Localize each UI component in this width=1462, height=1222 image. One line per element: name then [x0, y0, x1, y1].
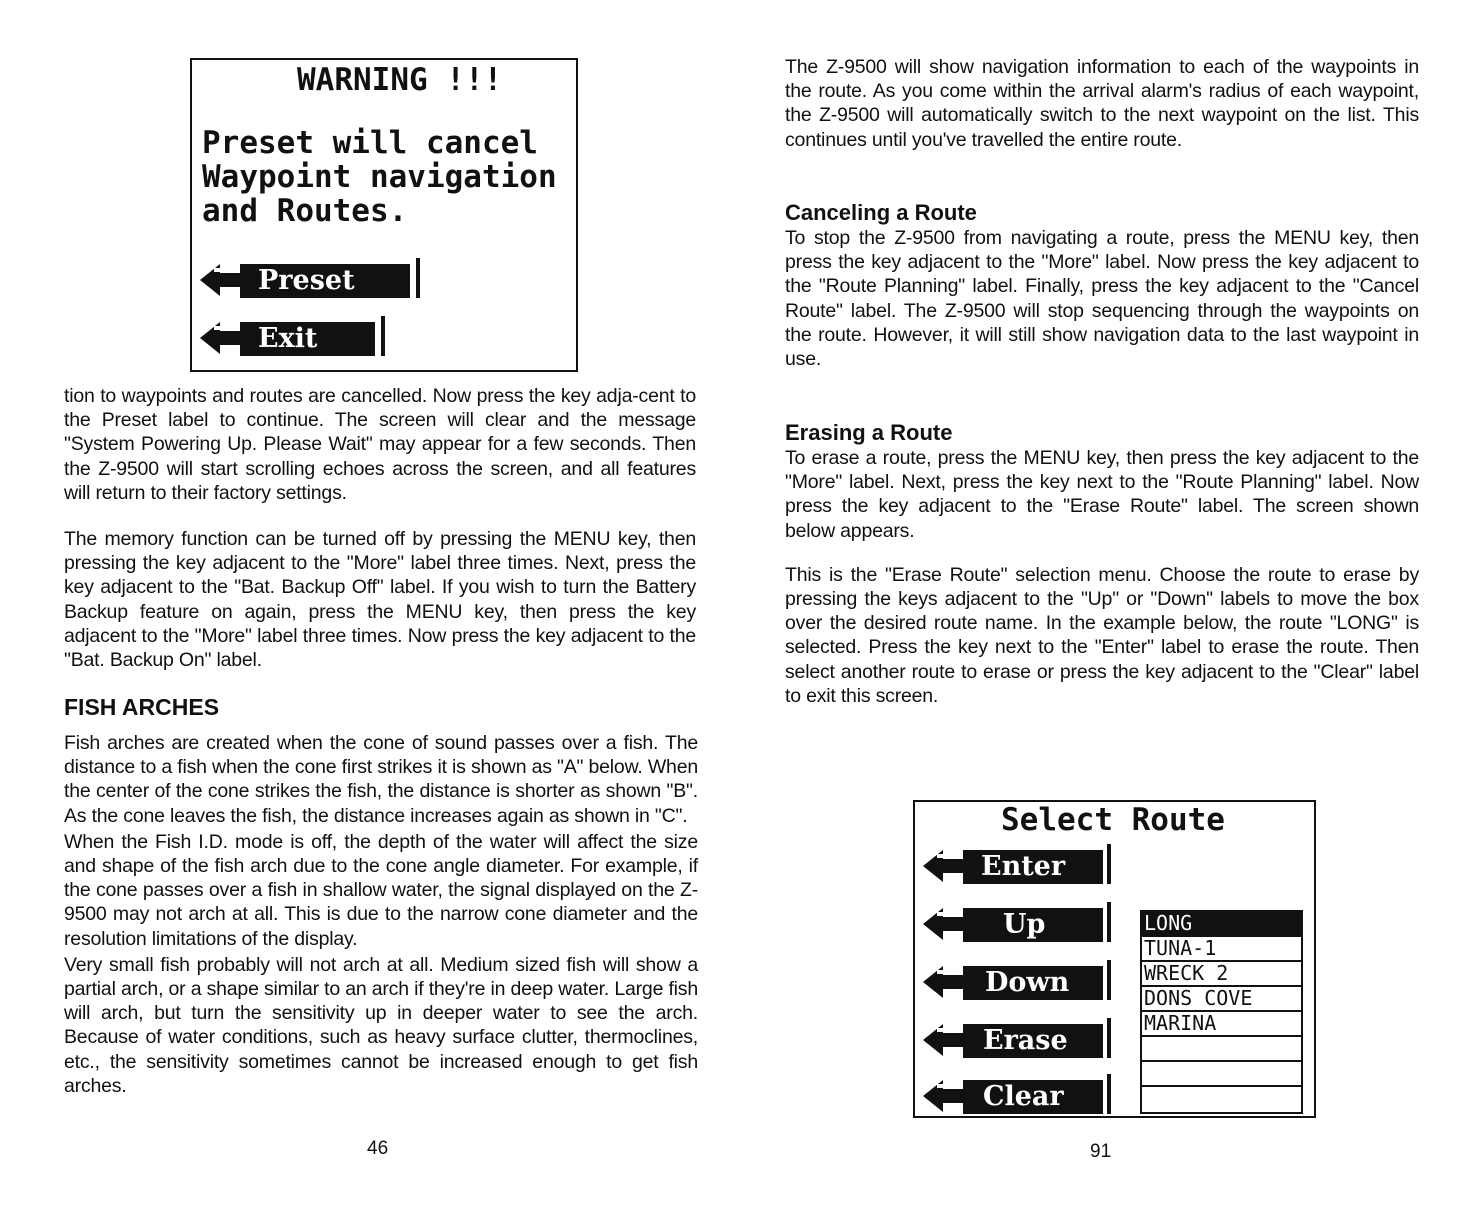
- paragraph: To erase a route, press the MENU key, then press the key adjacent to the "More" label. Next, press the key next to the "Route Planning" label. Now press the key adjacent to the "Erase Route" label. The screen shown below appears.: [785, 447, 1419, 542]
- warning-title: WARNING !!!: [297, 62, 503, 98]
- erase-softkey[interactable]: [923, 1018, 1113, 1058]
- clear-label: Clear: [963, 1080, 1103, 1114]
- up-label: Up: [963, 908, 1103, 942]
- fish-arches-heading: FISH ARCHES: [64, 694, 220, 720]
- warning-message-line-3: and Routes.: [202, 193, 408, 229]
- preset-label: Preset: [240, 264, 410, 298]
- paragraph: The memory function can be turned off by pressing the MENU key, then pressing the key adjacent to the "More" label three times. Next, press the key adjacent to the "Bat. Backup Off" label. If you wish to turn the Battery Backup feature on again, press the MENU key, then press the key adjacent to the "More" label three times. Now press the key adjacent to the "Bat. Backup On" label.: [64, 528, 696, 672]
- enter-label: Enter: [963, 850, 1103, 884]
- route-row[interactable]: TUNA-1: [1142, 937, 1301, 962]
- exit-softkey[interactable]: [200, 316, 388, 356]
- fish-arches-text: [64, 731, 698, 1098]
- paragraph: This is the "Erase Route" selection menu. Choose the route to erase by pressing the keys adjacent to the "Up" or "Down" labels to move the box over the desired route name. In the example below, the route "LONG" is selected. Press the key next to the "Enter" label to erase the route. Then select another route to erase or press the key adjacent to the "Clear" label to exit this screen.: [785, 563, 1419, 707]
- route-row[interactable]: WRECK 2: [1142, 962, 1301, 987]
- clear-softkey[interactable]: [923, 1074, 1113, 1114]
- down-softkey[interactable]: [923, 960, 1113, 1000]
- paragraph: tion to waypoints and routes are cancelled. Now press the key adja-cent to the Preset label to continue. The screen will clear and the message "System Powering Up. Please Wait" may appear for a few seconds. Then the Z-9500 will start scrolling echoes across the screen, and all features will return to their factory settings.: [64, 385, 696, 504]
- enter-softkey[interactable]: [923, 844, 1113, 884]
- preset-softkey[interactable]: [200, 258, 422, 298]
- erasing-route-text: [785, 446, 1419, 708]
- warning-message-line-2: Waypoint navigation: [202, 159, 557, 195]
- paragraph: When the Fish I.D. mode is off, the depth of the water will affect the size and shape of the fish arch due to the cone angle diameter. For example, if the cone passes over a fish in shallow water, the signal displayed on the Z-9500 may not arch at all. This is due to the narrow cone diameter and the resolution limitations of the display.: [64, 830, 698, 950]
- intro-text: The Z-9500 will show navigation information to each of the waypoints in the route. As you come within the arrival alarm's radius of each waypoint, the Z-9500 will automatically switch to the next waypoint on the list. This continues until you've travelled the entire route.: [785, 56, 1419, 151]
- exit-label: Exit: [240, 322, 375, 356]
- page-number: 46: [367, 1138, 389, 1159]
- route-list: [1140, 910, 1303, 1114]
- up-softkey[interactable]: [923, 902, 1113, 942]
- erase-label: Erase: [963, 1024, 1103, 1058]
- route-row[interactable]: LONG: [1142, 912, 1301, 937]
- select-route-screen: [913, 800, 1316, 1118]
- route-row[interactable]: DONS COVE: [1142, 987, 1301, 1012]
- select-route-title: Select Route: [1001, 802, 1225, 838]
- warning-screen: [190, 58, 578, 372]
- route-row[interactable]: [1142, 1062, 1301, 1087]
- memory-text: [64, 384, 696, 672]
- canceling-route-text: To stop the Z-9500 from navigating a route, press the MENU key, then press the key adjacent to the "More" label. Now press the key adjacent to the "Route Planning" label. Finally, press the key adjacent to the "Cancel Route" label. The Z-9500 will stop sequencing through the waypoints on the route. However, it will still show navigation data to the last waypoint in use.: [785, 227, 1419, 371]
- paragraph: Fish arches are created when the cone of sound passes over a fish. The distance to a fish when the cone first strikes it is shown as "A" below. When the center of the cone strikes the fish, the distance is shorter as shown "B". As the cone leaves the fish, the distance increases again as shown in "C".: [64, 732, 698, 827]
- down-label: Down: [963, 966, 1103, 1000]
- warning-message-line-1: Preset will cancel: [202, 125, 538, 161]
- canceling-route-heading: Canceling a Route: [785, 200, 977, 225]
- route-row[interactable]: MARINA: [1142, 1012, 1301, 1037]
- right-page: [731, 0, 1462, 1222]
- route-row[interactable]: [1142, 1087, 1301, 1112]
- erasing-route-heading: Erasing a Route: [785, 420, 953, 445]
- paragraph: Very small fish probably will not arch at all. Medium sized fish will show a partial arch, or a shape similar to an arch if they're in deep water. Large fish will arch, but turn the sensitivity up in deeper water to see the arch. Because of water conditions, such as heavy surface clutter, thermoclines, etc., the sensitivity sometimes cannot be increased enough to get fish arches.: [64, 953, 698, 1097]
- route-row[interactable]: [1142, 1037, 1301, 1062]
- page-number: 91: [1090, 1141, 1112, 1162]
